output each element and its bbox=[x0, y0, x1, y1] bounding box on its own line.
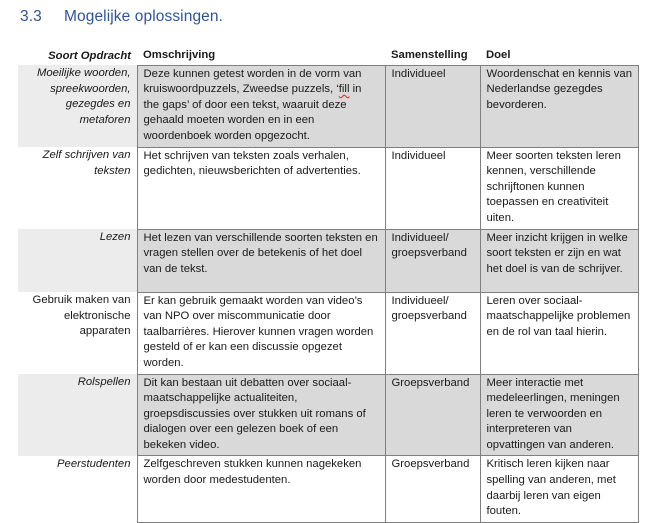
cell-soort: Rolspellen bbox=[18, 374, 137, 456]
cell-doel: Leren over sociaal-maatschappelijke problemen en de rol van taal hierin. bbox=[480, 292, 638, 374]
cell-soort: Lezen bbox=[18, 229, 137, 292]
section-title: Mogelijke oplossingen. bbox=[64, 8, 224, 25]
cell-samenstelling: Individueel/ groepsverband bbox=[385, 229, 480, 292]
header-soort-opdracht: Soort Opdracht bbox=[48, 49, 131, 62]
cell-omschrijving: Zelfgeschreven stukken kunnen nagekeken worden door medestudenten. bbox=[137, 456, 385, 522]
table-row bbox=[18, 147, 638, 229]
cell-omschrijving: Er kan gebruik gemaakt worden van video’s van NPO over miscommunicatie door taalbarrières. Hierover kunnen vragen worden gesteld of er kan een discussie opgezet worden. bbox=[137, 292, 385, 374]
table-row bbox=[18, 229, 638, 292]
cell-soort: Gebruik maken van elektronische apparaten bbox=[32, 294, 131, 338]
omschrijving-text-start: Deze kunnen getest worden in de vorm van kruiswoordpuzzels, Zweedse puzzels, ‘ bbox=[143, 67, 362, 96]
cell-omschrijving: Het lezen van verschillende soorten teksten en vragen stellen over de betekenis of het doel van de tekst. bbox=[137, 229, 385, 292]
table-row bbox=[18, 456, 638, 522]
cell-doel: Woordenschat en kennis van Nederlandse gezegdes bevorderen. bbox=[480, 65, 638, 147]
table-row bbox=[18, 65, 638, 147]
cell-soort: Zelf schrijven van teksten bbox=[42, 149, 131, 177]
header-omschrijving: Omschrijving bbox=[143, 49, 216, 61]
table-header-row bbox=[18, 47, 638, 65]
cell-omschrijving bbox=[137, 65, 385, 147]
cell-doel: Kritisch leren kijken naar spelling van anderen, met daarbij leren van eigen fouten. bbox=[480, 456, 638, 522]
cell-doel: Meer interactie met medeleerlingen, meningen leren te verwoorden en interpreteren van opvattingen van anderen. bbox=[480, 374, 638, 456]
cell-soort: Moeilijke woorden, spreekwoorden, gezegdes en metaforen bbox=[18, 65, 137, 147]
cell-omschrijving: Dit kan bestaan uit debatten over sociaal-maatschappelijke actualiteiten, groepsdiscussies over stukken uit romans of dialogen over een gelezen boek of een bekeken video. bbox=[137, 374, 385, 456]
cell-doel: Meer inzicht krijgen in welke soort teksten er zijn en wat het doel is van de schrijver. bbox=[480, 229, 638, 292]
cell-samenstelling: Individueel/ groepsverband bbox=[385, 292, 480, 374]
cell-samenstelling: Individueel bbox=[385, 147, 480, 229]
section-number: 3.3 bbox=[20, 8, 42, 25]
cell-soort: Peerstudenten bbox=[57, 457, 131, 470]
spellcheck-flagged-word: fill bbox=[338, 83, 350, 96]
cell-doel: Meer soorten teksten leren kennen, verschillende schrijftonen kunnen toepassen en creativiteit uiten. bbox=[480, 147, 638, 229]
omschrijving-text-end: in the gaps’ of door een tekst, waaruit deze gehaald moeten worden en in een woordenboek worden opgezocht. bbox=[143, 83, 362, 142]
cell-samenstelling: Individueel bbox=[385, 65, 480, 147]
cell-samenstelling: Groepsverband bbox=[385, 374, 480, 456]
cell-samenstelling: Groepsverband bbox=[385, 456, 480, 522]
table-row bbox=[18, 374, 638, 456]
header-samenstelling: Samenstelling bbox=[391, 49, 468, 61]
table-row bbox=[18, 292, 638, 374]
solutions-table bbox=[18, 47, 639, 523]
cell-omschrijving: Het schrijven van teksten zoals verhalen, gedichten, nieuwsberichten of advertenties. bbox=[137, 147, 385, 229]
header-doel: Doel bbox=[486, 49, 511, 61]
section-heading bbox=[20, 8, 223, 26]
